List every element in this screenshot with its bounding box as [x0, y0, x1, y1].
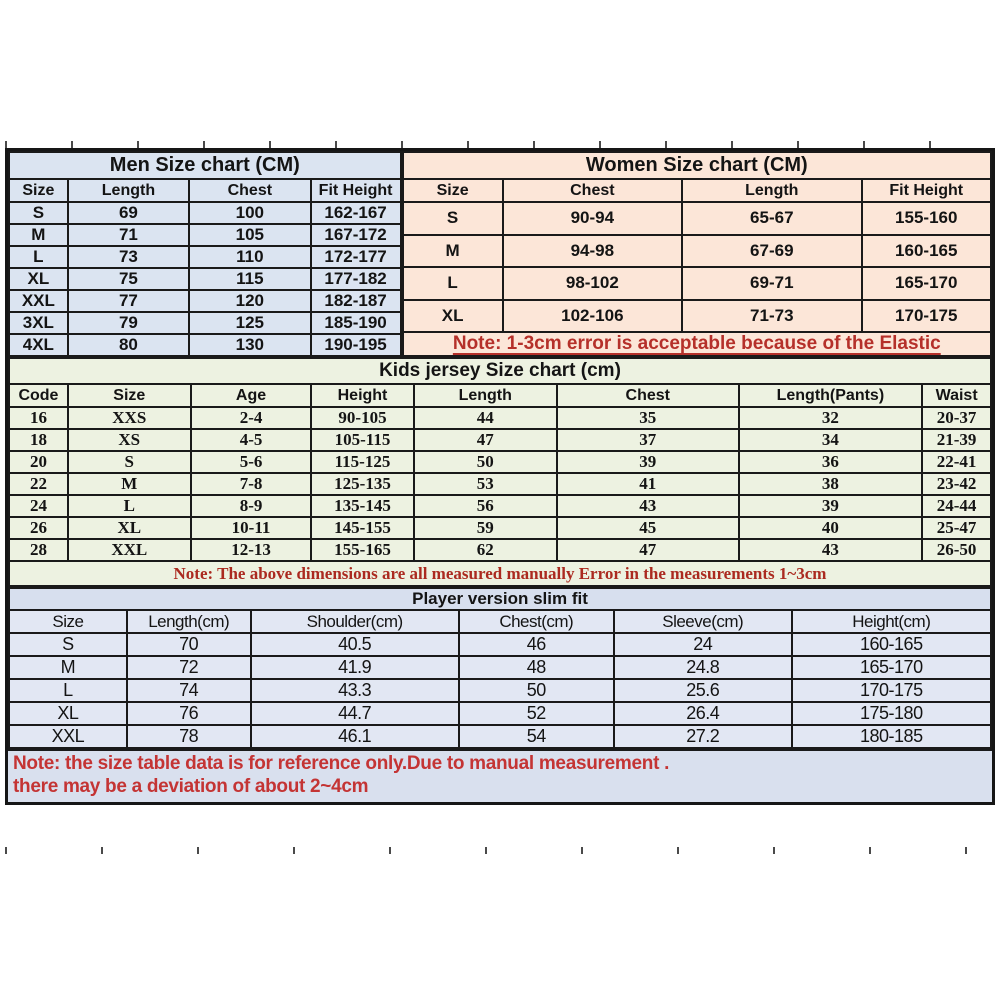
table-cell: 50 — [459, 679, 614, 702]
table-cell: 47 — [557, 539, 739, 561]
column-header: Size — [9, 610, 127, 633]
table-cell: 182-187 — [311, 290, 401, 312]
crop-tick-marks-top — [5, 141, 995, 148]
table-cell: 90-94 — [503, 202, 682, 235]
table-cell: 160-165 — [862, 235, 991, 268]
table-cell: 135-145 — [311, 495, 413, 517]
table-cell: 59 — [414, 517, 557, 539]
table-cell: 23-42 — [922, 473, 991, 495]
table-cell: L — [68, 495, 191, 517]
column-header: Shoulder(cm) — [251, 610, 459, 633]
table-cell: S — [403, 202, 503, 235]
column-header: Chest(cm) — [459, 610, 614, 633]
table-cell: 22-41 — [922, 451, 991, 473]
women-chart-title: Women Size chart (CM) — [403, 152, 991, 179]
table-cell: 48 — [459, 656, 614, 679]
table-cell: M — [68, 473, 191, 495]
footer-note-line1: Note: the size table data is for reference only.Due to manual measurement . — [13, 753, 670, 774]
table-cell: 72 — [127, 656, 251, 679]
table-cell: 20 — [9, 451, 68, 473]
table-row — [9, 725, 991, 748]
column-header: Length — [414, 384, 557, 407]
column-header: Sleeve(cm) — [614, 610, 792, 633]
table-cell: 41.9 — [251, 656, 459, 679]
table-cell: 16 — [9, 407, 68, 429]
table-cell: XL — [9, 702, 127, 725]
column-header: Code — [9, 384, 68, 407]
table-row — [9, 679, 991, 702]
table-cell: 110 — [189, 246, 310, 268]
table-cell: 43.3 — [251, 679, 459, 702]
table-row — [9, 312, 401, 334]
table-cell: 35 — [557, 407, 739, 429]
table-cell: 26-50 — [922, 539, 991, 561]
column-header: Height(cm) — [792, 610, 991, 633]
table-cell: 100 — [189, 202, 310, 224]
column-header: Chest — [557, 384, 739, 407]
table-row — [9, 539, 991, 561]
table-row — [9, 633, 991, 656]
table-row — [9, 429, 991, 451]
table-cell: 90-105 — [311, 407, 413, 429]
table-cell: 155-165 — [311, 539, 413, 561]
table-cell: XL — [403, 300, 503, 333]
table-cell: 46 — [459, 633, 614, 656]
table-row — [403, 235, 991, 268]
women-elastic-note: Note: 1-3cm error is acceptable because of the Elastic — [452, 333, 941, 354]
table-cell: 4XL — [9, 334, 68, 356]
player-column-header-row — [9, 610, 991, 633]
women-note-row — [403, 332, 991, 356]
table-cell: 165-170 — [862, 267, 991, 300]
table-cell: XL — [9, 268, 68, 290]
table-cell: XXL — [9, 725, 127, 748]
table-row — [403, 300, 991, 333]
table-cell: 53 — [414, 473, 557, 495]
kids-column-header-row — [9, 384, 991, 407]
column-header: Fit Height — [311, 179, 401, 202]
table-cell: S — [9, 633, 127, 656]
table-cell: 177-182 — [311, 268, 401, 290]
table-cell: 180-185 — [792, 725, 991, 748]
column-header: Length(Pants) — [739, 384, 923, 407]
kids-note-row — [9, 561, 991, 586]
table-cell: 43 — [739, 539, 923, 561]
table-cell: 74 — [127, 679, 251, 702]
table-cell: 71 — [68, 224, 189, 246]
table-cell: 54 — [459, 725, 614, 748]
table-cell: 56 — [414, 495, 557, 517]
column-header: Age — [191, 384, 312, 407]
table-cell: 70 — [127, 633, 251, 656]
column-header: Length — [682, 179, 861, 202]
table-cell: 62 — [414, 539, 557, 561]
table-cell: 5-6 — [191, 451, 312, 473]
men-women-section — [8, 151, 992, 357]
women-size-table — [402, 151, 992, 357]
table-row — [9, 451, 991, 473]
table-cell: 73 — [68, 246, 189, 268]
table-cell: 94-98 — [503, 235, 682, 268]
column-header: Chest — [503, 179, 682, 202]
table-cell: 162-167 — [311, 202, 401, 224]
table-cell: 78 — [127, 725, 251, 748]
men-chart-title: Men Size chart (CM) — [9, 152, 401, 179]
table-cell: 155-160 — [862, 202, 991, 235]
column-header: Size — [9, 179, 68, 202]
column-header: Height — [311, 384, 413, 407]
table-cell: 71-73 — [682, 300, 861, 333]
table-cell: 10-11 — [191, 517, 312, 539]
table-cell: 40 — [739, 517, 923, 539]
table-cell: XXL — [68, 539, 191, 561]
table-row — [9, 702, 991, 725]
table-cell: 105 — [189, 224, 310, 246]
table-row — [9, 224, 401, 246]
table-cell: 22 — [9, 473, 68, 495]
women-title-row — [403, 152, 991, 179]
player-version-table — [8, 587, 992, 749]
column-header: Length(cm) — [127, 610, 251, 633]
table-cell: 45 — [557, 517, 739, 539]
table-cell: 172-177 — [311, 246, 401, 268]
table-cell: S — [9, 202, 68, 224]
table-cell: 40.5 — [251, 633, 459, 656]
table-cell: 25.6 — [614, 679, 792, 702]
table-cell: 102-106 — [503, 300, 682, 333]
table-row — [9, 246, 401, 268]
table-cell: 41 — [557, 473, 739, 495]
table-row — [9, 473, 991, 495]
table-cell: 24-44 — [922, 495, 991, 517]
table-cell: 44.7 — [251, 702, 459, 725]
table-row — [9, 334, 401, 356]
table-cell: 24 — [9, 495, 68, 517]
table-cell: XXS — [68, 407, 191, 429]
table-cell: 50 — [414, 451, 557, 473]
table-cell: XS — [68, 429, 191, 451]
table-cell: 24.8 — [614, 656, 792, 679]
table-row — [9, 656, 991, 679]
table-cell: XL — [68, 517, 191, 539]
kids-table-body — [9, 407, 991, 561]
table-cell: 24 — [614, 633, 792, 656]
table-cell: L — [9, 679, 127, 702]
table-cell: 67-69 — [682, 235, 861, 268]
table-cell: 18 — [9, 429, 68, 451]
table-cell: 39 — [739, 495, 923, 517]
table-cell: 185-190 — [311, 312, 401, 334]
player-table-body — [9, 633, 991, 748]
table-cell: L — [403, 267, 503, 300]
table-cell: 130 — [189, 334, 310, 356]
table-row — [9, 495, 991, 517]
table-cell: 170-175 — [792, 679, 991, 702]
men-chart-section — [8, 151, 402, 357]
column-header: Size — [403, 179, 503, 202]
men-table-body — [9, 202, 401, 356]
table-cell: 120 — [189, 290, 310, 312]
table-cell: 52 — [459, 702, 614, 725]
kids-size-table — [8, 357, 992, 587]
table-cell: 69 — [68, 202, 189, 224]
table-cell: 105-115 — [311, 429, 413, 451]
table-cell: L — [9, 246, 68, 268]
table-cell: 26 — [9, 517, 68, 539]
table-cell: 69-71 — [682, 267, 861, 300]
table-cell: 115 — [189, 268, 310, 290]
column-header: Chest — [189, 179, 310, 202]
table-cell: 25-47 — [922, 517, 991, 539]
table-cell: 80 — [68, 334, 189, 356]
women-note-cell — [403, 332, 991, 356]
column-header: Waist — [922, 384, 991, 407]
table-row — [9, 202, 401, 224]
table-row — [9, 407, 991, 429]
table-cell: 4-5 — [191, 429, 312, 451]
table-cell: 34 — [739, 429, 923, 451]
table-cell: 170-175 — [862, 300, 991, 333]
table-cell: 75 — [68, 268, 189, 290]
table-row — [403, 267, 991, 300]
table-cell: 38 — [739, 473, 923, 495]
table-cell: 76 — [127, 702, 251, 725]
table-cell: 12-13 — [191, 539, 312, 561]
column-header: Fit Height — [862, 179, 991, 202]
table-cell: 160-165 — [792, 633, 991, 656]
kids-measurement-note: Note: The above dimensions are all measured manually Error in the measurements 1~3cm — [9, 561, 991, 586]
table-cell: 37 — [557, 429, 739, 451]
table-cell: 145-155 — [311, 517, 413, 539]
men-title-row — [9, 152, 401, 179]
women-table-body — [403, 202, 991, 332]
table-cell: 20-37 — [922, 407, 991, 429]
table-cell: 39 — [557, 451, 739, 473]
table-cell: 27.2 — [614, 725, 792, 748]
table-cell: 3XL — [9, 312, 68, 334]
table-cell: M — [9, 224, 68, 246]
table-cell: 44 — [414, 407, 557, 429]
table-row — [403, 202, 991, 235]
player-chart-title: Player version slim fit — [9, 588, 991, 610]
table-cell: 32 — [739, 407, 923, 429]
footer-note-line2: there may be a deviation of about 2~4cm — [13, 775, 369, 797]
men-column-header-row — [9, 179, 401, 202]
size-chart-board — [5, 148, 995, 805]
table-cell: 2-4 — [191, 407, 312, 429]
table-row — [9, 268, 401, 290]
men-size-table — [8, 151, 402, 357]
table-cell: 8-9 — [191, 495, 312, 517]
column-header: Size — [68, 384, 191, 407]
table-cell: M — [403, 235, 503, 268]
table-cell: 125 — [189, 312, 310, 334]
column-header: Length — [68, 179, 189, 202]
player-title-row — [9, 588, 991, 610]
crop-tick-marks-bottom — [5, 847, 995, 854]
kids-title-row — [9, 358, 991, 384]
table-cell: 98-102 — [503, 267, 682, 300]
table-cell: 36 — [739, 451, 923, 473]
table-cell: 125-135 — [311, 473, 413, 495]
table-row — [9, 517, 991, 539]
table-cell: 21-39 — [922, 429, 991, 451]
table-cell: S — [68, 451, 191, 473]
table-cell: 46.1 — [251, 725, 459, 748]
table-cell: 190-195 — [311, 334, 401, 356]
table-cell: 65-67 — [682, 202, 861, 235]
table-cell: XXL — [9, 290, 68, 312]
table-cell: 167-172 — [311, 224, 401, 246]
table-cell: 165-170 — [792, 656, 991, 679]
table-cell: 28 — [9, 539, 68, 561]
table-cell: 47 — [414, 429, 557, 451]
table-cell: 79 — [68, 312, 189, 334]
women-column-header-row — [403, 179, 991, 202]
table-cell: 26.4 — [614, 702, 792, 725]
table-cell: 175-180 — [792, 702, 991, 725]
table-row — [9, 290, 401, 312]
kids-chart-title: Kids jersey Size chart (cm) — [9, 358, 991, 384]
table-cell: 77 — [68, 290, 189, 312]
table-cell: 7-8 — [191, 473, 312, 495]
table-cell: 43 — [557, 495, 739, 517]
table-cell: M — [9, 656, 127, 679]
table-cell: 115-125 — [311, 451, 413, 473]
women-chart-section — [402, 151, 992, 357]
footer-note — [8, 749, 992, 802]
